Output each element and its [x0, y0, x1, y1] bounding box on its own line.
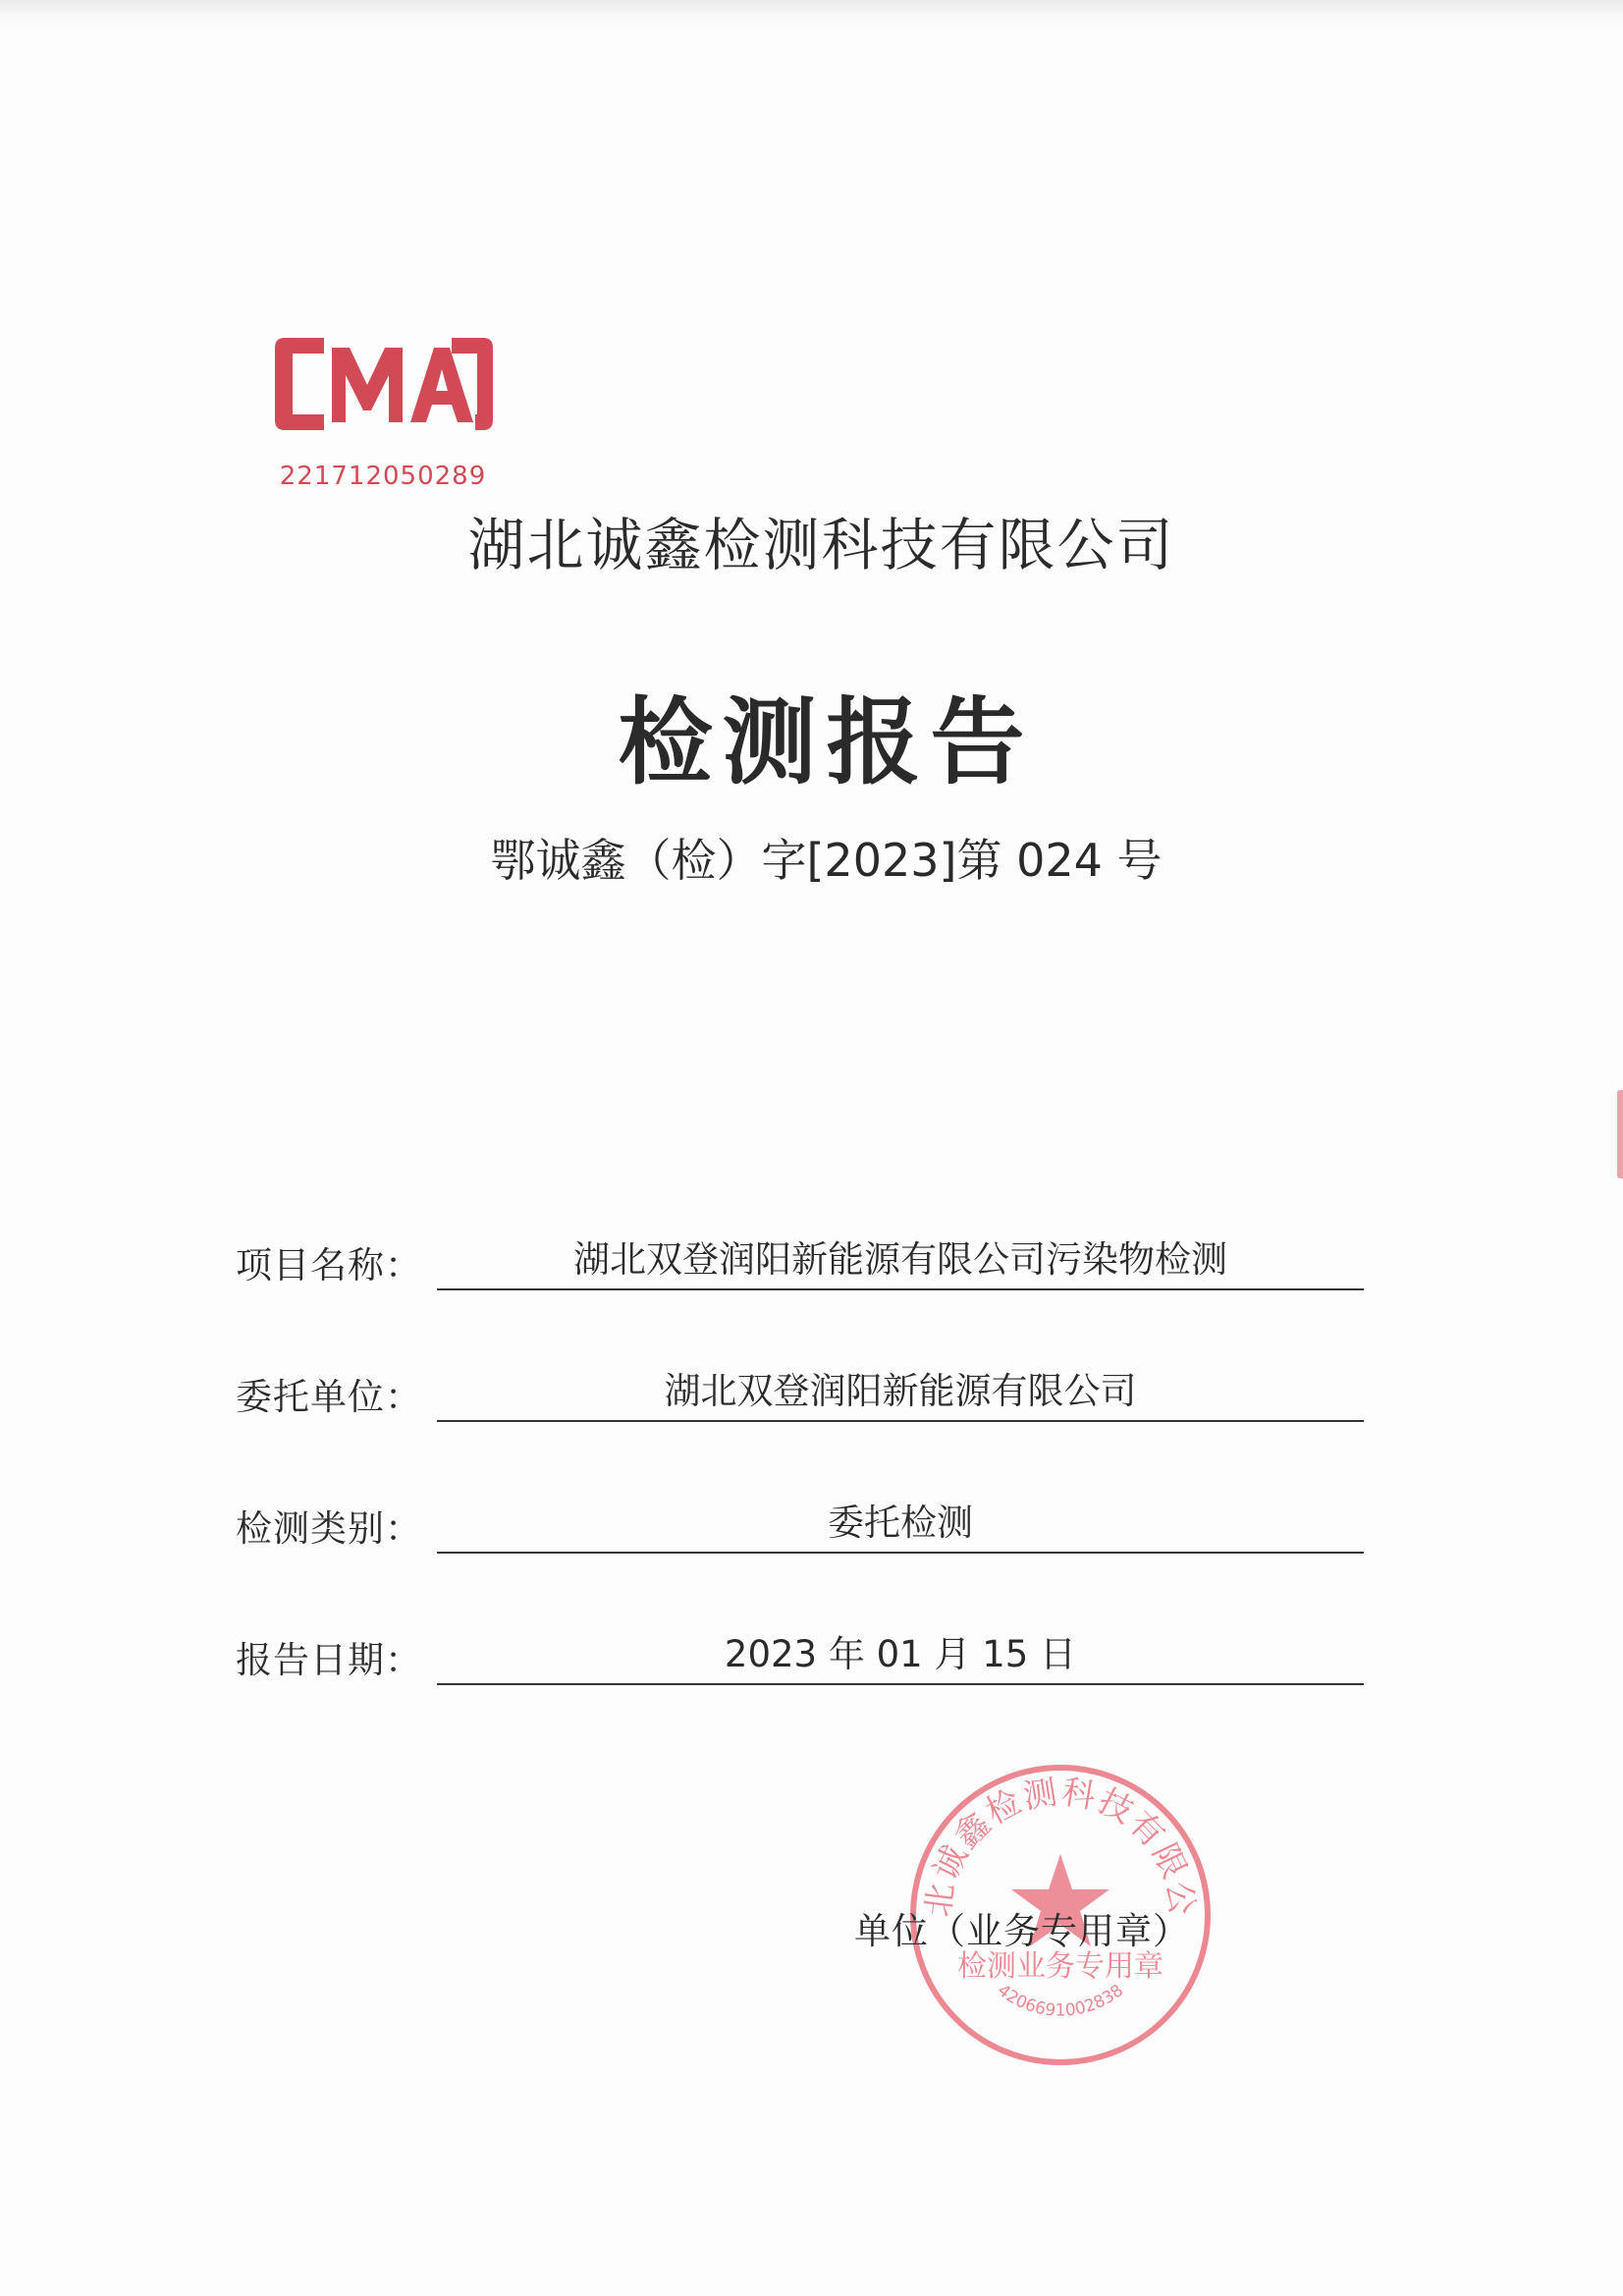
underline	[437, 1288, 1364, 1290]
report-number: 鄂诚鑫（检）字[2023]第 024 号	[490, 834, 1163, 887]
underline	[437, 1552, 1364, 1554]
field-value: 湖北双登润阳新能源有限公司污染物检测	[573, 1238, 1227, 1281]
field-label: 委托单位：	[236, 1376, 422, 1418]
field-value: 湖北双登润阳新能源有限公司	[664, 1370, 1137, 1412]
field-client	[236, 1349, 1375, 1481]
underline	[437, 1420, 1364, 1422]
field-label: 报告日期：	[236, 1639, 422, 1681]
field-value: 2023 年 01 月 15 日	[724, 1633, 1077, 1675]
field-report-date	[236, 1613, 1375, 1744]
field-test-category	[236, 1481, 1375, 1613]
field-value: 委托检测	[828, 1502, 973, 1544]
cma-registration-number: 221712050289	[279, 462, 487, 491]
cma-mark-icon	[265, 324, 501, 462]
field-project-name	[236, 1218, 1375, 1349]
report-title: 检测报告	[618, 687, 1035, 797]
report-info-fields	[236, 1218, 1375, 1744]
edge-stamp-mark	[1617, 1090, 1623, 1178]
field-label: 项目名称：	[236, 1244, 422, 1286]
field-label: 检测类别：	[236, 1507, 422, 1550]
seal-caption: 单位（业务专用章）	[854, 1910, 1190, 1952]
svg-text:检测业务专用章: 检测业务专用章	[957, 1949, 1163, 1984]
issuer-company-name: 湖北诚鑫检测科技有限公司	[467, 512, 1175, 578]
cma-logo	[265, 324, 501, 491]
svg-text:湖北诚鑫检测科技有限公司: 北诚鑫检测科技有限公	[918, 1772, 1203, 1920]
underline	[437, 1683, 1364, 1685]
svg-text:4206691002838: 4206691002838	[993, 1980, 1128, 2021]
